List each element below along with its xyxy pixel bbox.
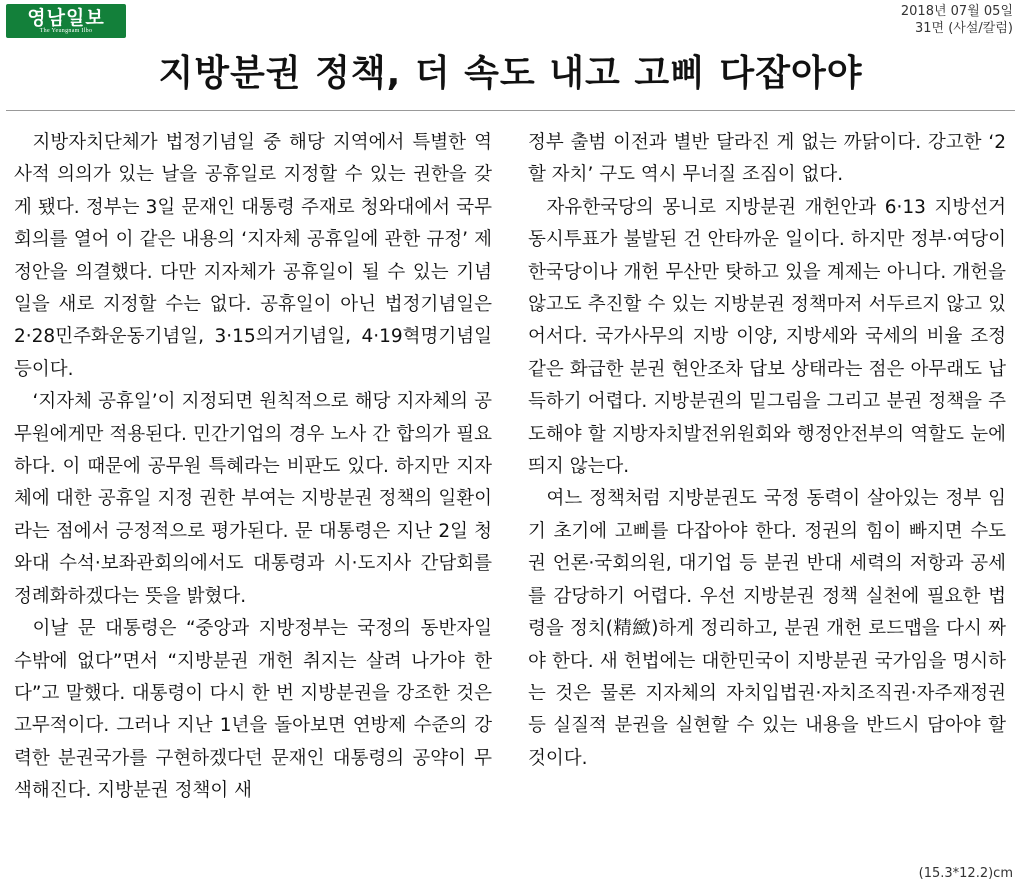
article-column-right bbox=[528, 127, 1006, 775]
publication-date: 2018년 07월 05일 bbox=[900, 4, 1013, 19]
publication-meta bbox=[901, 3, 1013, 37]
newspaper-logo bbox=[6, 4, 126, 38]
paragraph: 이날 문 대통령은 “중앙과 지방정부는 국정의 동반자일 수밖에 없다”면서 “지방분권 개헌 취지는 살려 나가야 한다”고 말했다. 대통령이 다시 한 번 지방분권을 강조한 것은 고무적이다. 그러나 지난 1년을 돌아보면 연방제 수준의 강력한 분권국가를 구현하겠다던 문재인 대통령의 공약이 무색해진다. 지방분권 정책이 새 bbox=[14, 618, 492, 802]
paragraph: ‘지자체 공휴일’이 지정되면 원칙적으로 해당 지자체의 공무원에게만 적용된다. 민간기업의 경우 노사 간 합의가 필요하다. 이 때문에 공무원 특혜라는 비판도 있다. 하지만 지자체에 대한 공휴일 지정 권한 부여는 지방분권 정책의 일환이라는 점에서 긍정적으로 평가된다. 문 대통령은 지난 2일 청와대 수석·보좌관회의에서도 대통령과 시·도지사 간담회를 정례화하겠다는 뜻을 밝혔다. bbox=[14, 391, 492, 607]
paragraph-continuation: 정부 출범 이전과 별반 달라진 게 없는 까닭이다. 강고한 ‘2할 자치’ 구도 역시 무너질 조짐이 없다. bbox=[528, 132, 1006, 186]
paragraph: 자유한국당의 몽니로 지방분권 개헌안과 6·13 지방선거 동시투표가 불발된 건 안타까운 일이다. 하지만 정부·여당이 한국당이나 개헌 무산만 탓하고 있을 계제는 아니다. 개헌을 않고도 추진할 수 있는 지방분권 정책마저 서두르지 않고 있어서다. 국가사무의 지방 이양, 지방세와 국세의 비율 조정 같은 화급한 분권 현안조차 답보 상태라는 점은 아무래도 납득하기 어렵다. 지방분권의 밑그림을 그리고 분권 정책을 주도해야 할 지방자치발전위원회와 행정안전부의 역할도 눈에 띄지 않는다. bbox=[528, 196, 1006, 478]
page-section: 31면 (사설/칼럼) bbox=[915, 21, 1013, 36]
logo-subtext: The Yeungnam Ilbo bbox=[39, 27, 93, 34]
paragraph: 지방자치단체가 법정기념일 중 해당 지역에서 특별한 역사적 의의가 있는 날을 공휴일로 지정할 수 있는 권한을 갖게 됐다. 정부는 3일 문재인 대통령 주재로 청와대에서 국무회의를 열어 이 같은 내용의 ‘지자체 공휴일에 관한 규정’ 제정안을 의결했다. 다만 지자체가 공휴일이 될 수 있는 기념일을 새로 지정할 수는 없다. 공휴일이 아닌 법정기념일은 2·28민주화운동기념일, 3·15의거기념일, 4·19혁명기념일 등이다. bbox=[14, 132, 492, 380]
article-column-left bbox=[14, 127, 492, 808]
article-title: 지방분권 정책, 더 속도 내고 고삐 다잡아야 bbox=[158, 53, 863, 94]
article-size-note: (15.3*12.2)cm bbox=[918, 866, 1013, 881]
logo-text: 영남일보 bbox=[27, 6, 105, 29]
title-divider bbox=[6, 110, 1015, 111]
paragraph: 여느 정책처럼 지방분권도 국정 동력이 살아있는 정부 임기 초기에 고삐를 다잡아야 한다. 정권의 힘이 빠지면 수도권 언론·국회의원, 대기업 등 분권 반대 세력의 저항과 공세를 감당하기 어렵다. 우선 지방분권 정책 실천에 필요한 법령을 정치(精緻)하게 정리하고, 분권 개헌 로드맵을 다시 짜야 한다. 새 헌법에는 대한민국이 지방분권 국가임을 명시하는 것은 물론 지자체의 자치입법권·자치조직권·자주재정권 등 실질적 분권을 실현할 수 있는 내용을 반드시 담아야 할 것이다. bbox=[528, 488, 1006, 769]
